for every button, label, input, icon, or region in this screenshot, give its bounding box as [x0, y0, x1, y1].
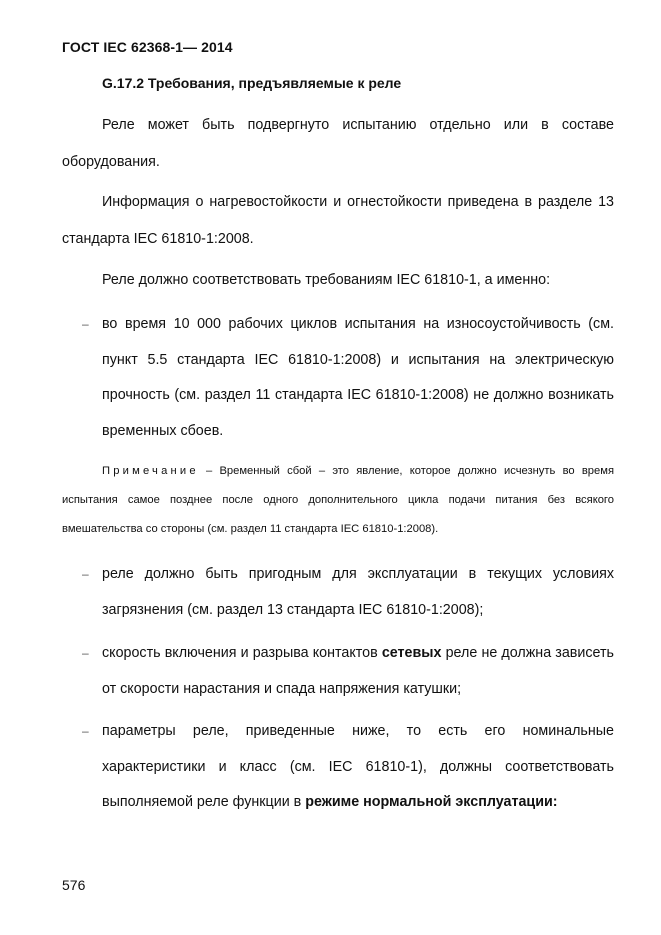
text-segment: скорость включения и разрыва контактов [102, 645, 382, 661]
list-item-endurance [62, 307, 614, 449]
text-segment: реле не должна зависеть от скорости нарастания и спада напряжения катушки; [102, 645, 614, 697]
document-header: ГОСТ IEC 62368-1— 2014 [62, 39, 233, 55]
list-dash-marker: – [82, 567, 89, 581]
list-item-text [102, 636, 614, 707]
note-text: – Временный сбой – это явление, которое должно исчезнуть во время испытания самое позднее после одного дополнительного цикла подачи питания без всякого вмешательства со стороны (см. раздел 11 стандарта IEC 61810-1:2008). [62, 465, 614, 535]
list-item-contact-speed [62, 636, 614, 707]
bold-term-mains: сетевых [381, 645, 442, 661]
section-title: G.17.2 Требования, предъявляемые к реле [102, 75, 402, 91]
list-dash-marker: – [82, 724, 89, 738]
list-dash-marker: – [82, 317, 89, 331]
paragraph-heat-fire-resistance: Информация о нагревостойкости и огнестойкости приведена в разделе 13 стандарта IEC 61810-1:2008. [62, 194, 614, 247]
note-block [62, 457, 614, 544]
paragraph-relay-testing: Реле может быть подвергнуто испытанию отдельно или в составе оборудования. [62, 117, 614, 170]
list-item-text: реле должно быть пригодным для эксплуатации в текущих условиях загрязнения (см. раздел 13 стандарта IEC 61810-1:2008); [102, 566, 614, 618]
list-dash-marker: – [82, 646, 89, 660]
page-number: 576 [62, 877, 86, 893]
list-item-text [102, 714, 614, 821]
list-item-parameters [62, 714, 614, 821]
bold-term-normal-operation: режиме нормальной эксплуатации: [305, 794, 558, 810]
note-label: Примечание [102, 465, 199, 477]
paragraph-requirements-intro: Реле должно соответствовать требованиям IEC 61810-1, а именно: [102, 272, 551, 288]
list-item-text: во время 10 000 рабочих циклов испытания на износоустойчивость (см. пункт 5.5 стандарта IEC 61810-1:2008) и испытания на электрическую прочность (см. раздел 11 стандарта IEC 61810-1:2008) не должно возникать временных сбоев. [102, 316, 614, 439]
text-segment: параметры реле, приведенные ниже, то есть его номинальные характеристики и класс (см. IEC 61810-1), должны соответствовать выполняемой реле функции в [102, 723, 614, 810]
list-item-pollution [62, 557, 614, 628]
